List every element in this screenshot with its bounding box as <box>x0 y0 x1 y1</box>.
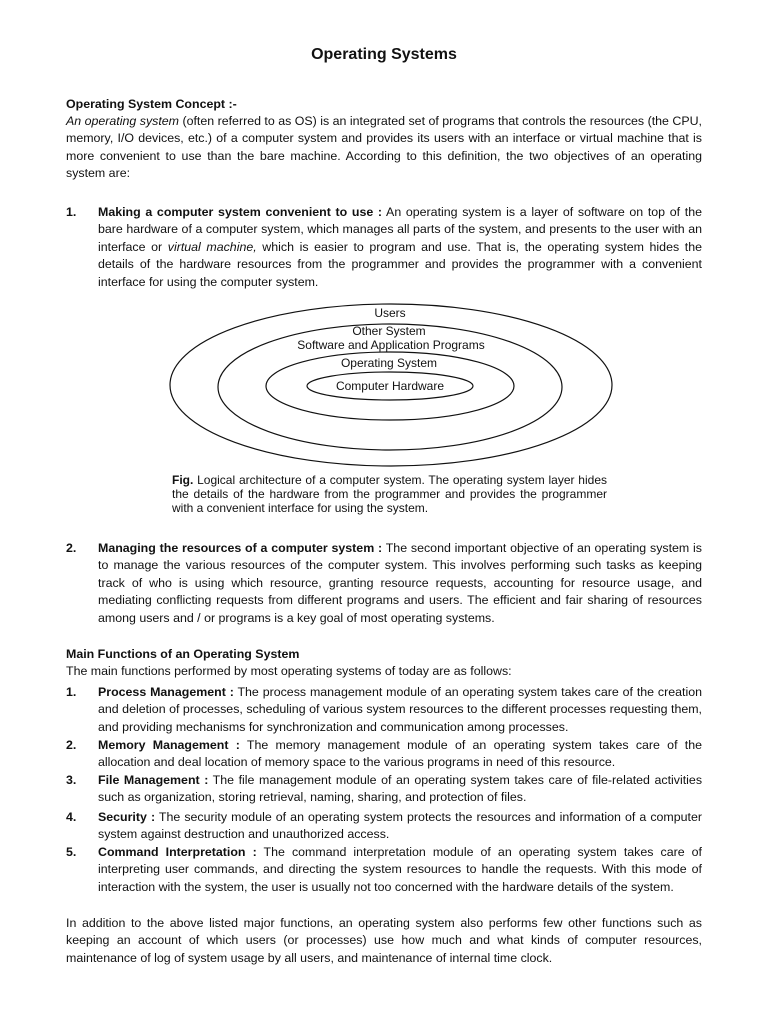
item-title: Memory Management : <box>98 738 240 752</box>
item-italic: virtual machine, <box>167 239 257 254</box>
label-computer-hardware: Computer Hardware <box>335 379 445 393</box>
item-text: The security module of an operating system protects the resources and information of a computer system against destruction and unauthorized access. <box>98 810 702 842</box>
item-text: An operating system is a layer of software on top of the bare hardware of a computer system, which manages all parts of the system, and presents to the user with an interface or <box>98 205 702 254</box>
italic-lead: An operating system <box>66 114 179 128</box>
item-title: Process Management : <box>98 685 234 699</box>
item-text: which is easier to program and use. That is, the operating system hides the details of the hardware resources from the programmer and provides the programmer with a convenient interface for using the computer system. <box>98 239 702 289</box>
function-item <box>66 737 702 772</box>
function-item <box>66 684 702 736</box>
label-users: Users <box>374 306 406 320</box>
label-operating-system: Operating System <box>340 356 438 370</box>
figure-caption <box>172 473 607 515</box>
item-number: 3. <box>66 773 77 787</box>
os-layers-diagram <box>0 0 768 480</box>
item-title: Security : <box>98 810 156 824</box>
functions-intro: The main functions performed by most operating systems of today are as follows: <box>66 664 512 678</box>
item-text: The file management module of an operating system takes care of file-related activities such as organization, storing retrieval, naming, sharing, and protection of files. <box>98 773 703 805</box>
item-number: 5. <box>66 845 77 859</box>
item-text: The memory management module of an operating system takes care of the allocation and deal location of memory space to the various programs in need of this resource. <box>98 738 702 770</box>
item-title: Managing the resources of a computer system : <box>98 541 383 555</box>
item-title: File Management : <box>98 773 209 787</box>
caption-label: Fig. <box>172 473 194 487</box>
objective-2 <box>66 540 702 627</box>
item-text: The command interpretation module of an operating system takes care of interpreting user commands, and directing the system resources to handle the requests. With this mode of interaction with the system, the user is usually not too concerned with the hardware details of the system. <box>98 845 703 894</box>
label-other-system: Other System <box>352 324 426 338</box>
item-text: The second important objective of an operating system is to manage the various resources of the computer system. This involves performing such tasks as keeping track of who is using which resource, granting resource requests, accounting for resource usage, and mediating conflicting requests from different programs and users. The efficient and fair sharing of resources among users and / or programs is a key goal of most operating systems. <box>98 541 702 625</box>
item-number: 4. <box>66 810 77 824</box>
concept-text: (often referred to as OS) is an integrated set of programs that controls the resources (the CPU, memory, I/O devices, etc.) of a computer system and provides its users with an interface or virtual machine that is more convenient to use than the bare machine. According to this definition, the two objectives of an operating system are: <box>66 114 702 181</box>
item-text: The process management module of an operating system takes care of the creation and deletion of processes, scheduling of various system resources to the different processes requesting them, and providing mechanisms for synchronization and communication among processes. <box>98 685 702 734</box>
item-title: Making a computer system convenient to use : <box>98 205 383 219</box>
section-heading-concept: Operating System Concept :- <box>66 97 237 111</box>
closing-paragraph: In addition to the above listed major functions, an operating system also performs few other functions such as keeping an account of which users (or processes) use how much and what kinds of computer resources, maintenance of log of system usage by all users, and maintenance of internal time clock. <box>66 916 702 965</box>
item-number: 2. <box>66 541 77 555</box>
item-number: 1. <box>66 685 77 699</box>
function-item <box>66 809 702 844</box>
page-title: Operating Systems <box>311 46 457 63</box>
function-item <box>66 844 702 896</box>
item-number: 2. <box>66 738 77 752</box>
section-heading-functions: Main Functions of an Operating System <box>66 647 300 661</box>
function-item <box>66 772 702 807</box>
caption-text: Logical architecture of a computer system. The operating system layer hides the details of the hardware from the programmer and provides the programmer with a convenient interface for using the system. <box>172 473 607 515</box>
item-title: Command Interpretation : <box>98 845 257 859</box>
label-software-apps: Software and Application Programs <box>297 338 485 352</box>
item-number: 1. <box>66 205 77 219</box>
